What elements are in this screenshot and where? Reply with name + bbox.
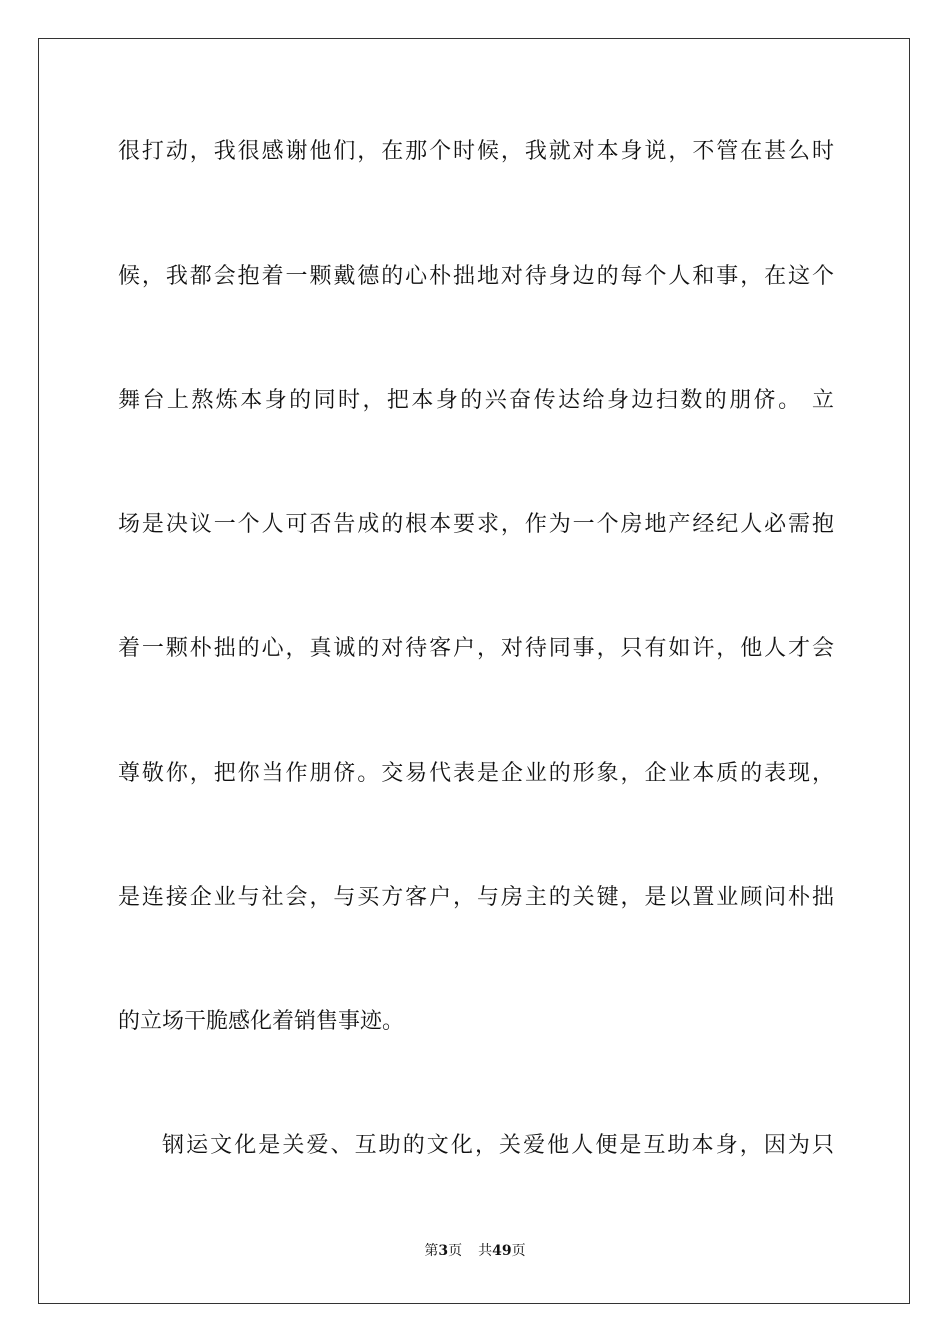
body-text-line-2: 候，我都会抱着一颗戴德的心朴拙地对待身边的每个人和事，在这个: [118, 264, 834, 289]
total-suffix: 页: [511, 1243, 526, 1259]
page-suffix: 页: [448, 1243, 463, 1259]
paragraph-first-line: 钢运文化是关爱、互助的文化，关爱他人便是互助本身，因为只: [162, 1133, 834, 1158]
page-border: [38, 38, 910, 1304]
total-prefix: 共: [478, 1243, 493, 1259]
page-number-footer: [0, 1242, 950, 1260]
body-text-line-8: 的立场干脆感化着销售事迹。: [118, 1009, 405, 1034]
body-text-line-5: 着一颗朴拙的心，真诚的对待客户，对待同事，只有如许，他人才会: [118, 636, 834, 661]
body-text-line-4: 场是决议一个人可否告成的根本要求，作为一个房地产经纪人必需抱: [118, 512, 834, 537]
total-page-count: 49: [492, 1243, 512, 1259]
body-text-line-7: 是连接企业与社会，与买方客户，与房主的关键，是以置业顾问朴拙: [118, 885, 834, 910]
current-page-number: 3: [438, 1243, 449, 1259]
body-text-line-6: 尊敬你，把你当作朋侪。交易代表是企业的形象，企业本质的表现，: [118, 761, 834, 786]
page-prefix: 第: [424, 1243, 439, 1259]
body-text-line-1: 很打动，我很感谢他们，在那个时候，我就对本身说，不管在甚么时: [118, 139, 834, 164]
body-text-line-3: 舞台上熬炼本身的同时，把本身的兴奋传达给身边扫数的朋侪。 立: [118, 388, 834, 413]
